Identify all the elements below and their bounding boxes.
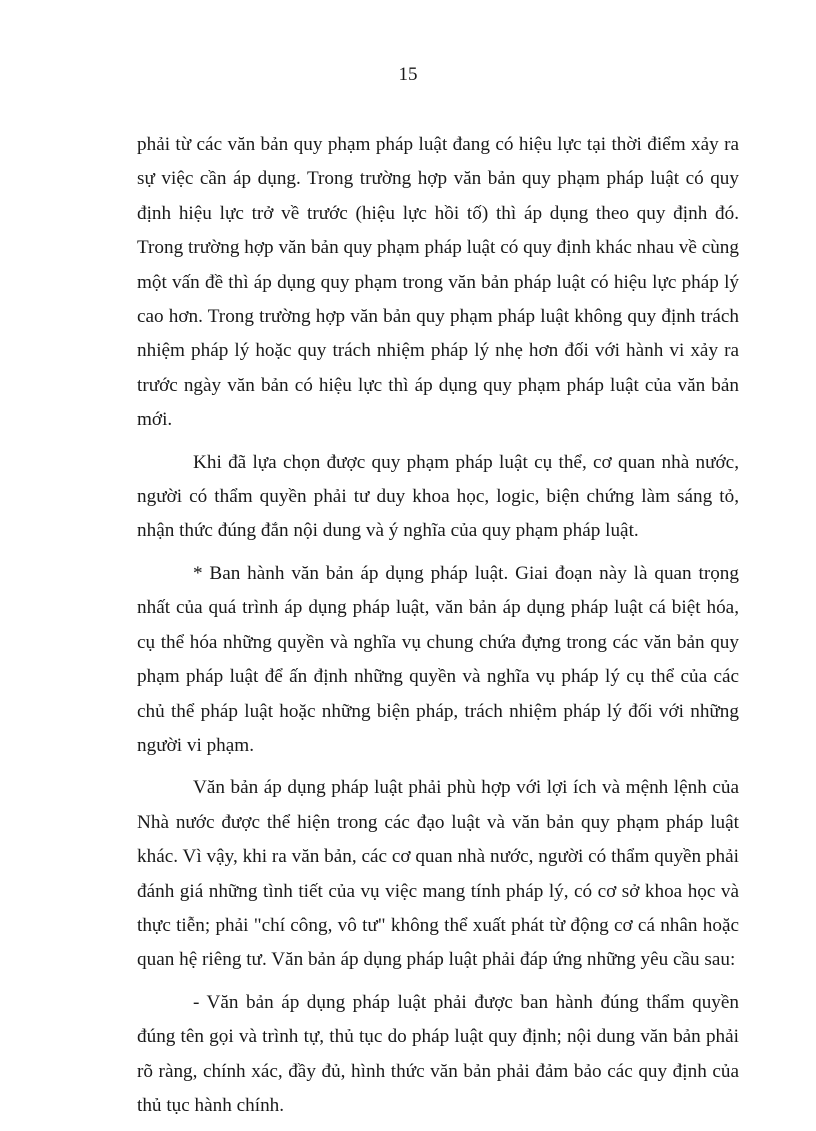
paragraph-requirements-intro: Văn bản áp dụng pháp luật phải phù hợp với lợi ích và mệnh lệnh của Nhà nước được thể hiện trong các đạo luật và văn bản quy phạm pháp luật khác. Vì vậy, khi ra văn bản, các cơ quan nhà nước, người có thẩm quyền phải đánh giá những tình tiết của vụ việc mang tính pháp lý, có cơ sở khoa học và thực tiễn; phải "chí công, vô tư" không thể xuất phát từ động cơ cá nhân hoặc quan hệ riêng tư. Văn bản áp dụng pháp luật phải đáp ứng những yêu cầu sau:: [137, 777, 739, 971]
paragraph-requirement-item: - Văn bản áp dụng pháp luật phải được ban hành đúng thẩm quyền đúng tên gọi và trình tự, thủ tục do pháp luật quy định; nội dung văn bản phải rõ ràng, chính xác, đầy đủ, hình thức văn bản phải đảm bảo các quy định của thủ tục hành chính.: [137, 991, 739, 1116]
page-number: 15: [398, 64, 418, 85]
paragraph-continuation: phải từ các văn bản quy phạm pháp luật đang có hiệu lực tại thời điểm xảy ra sự việc cần áp dụng. Trong trường hợp văn bản quy phạm pháp luật có quy định hiệu lực trở về trước (hiệu lực hồi tố) thì áp dụng theo quy định đó. Trong trường hợp văn bản quy phạm pháp luật có quy định khác nhau về cùng một vấn đề thì áp dụng quy phạm trong văn bản pháp luật có hiệu lực pháp lý cao hơn. Trong trường hợp văn bản quy phạm pháp luật không quy định trách nhiệm pháp lý hoặc quy trách nhiệm pháp lý nhẹ hơn đối với hành vi xảy ra trước ngày văn bản có hiệu lực thì áp dụng quy phạm pháp luật của văn bản mới.: [137, 134, 739, 431]
paragraph-issuance-stage: * Ban hành văn bản áp dụng pháp luật. Giai đoạn này là quan trọng nhất của quá trình áp dụng pháp luật, văn bản áp dụng pháp luật cá biệt hóa, cụ thể hóa những quyền và nghĩa vụ chung chứa đựng trong các văn bản quy phạm pháp luật để ấn định những quyền và nghĩa vụ pháp lý cụ thể của các chủ thể pháp luật hoặc những biện pháp, trách nhiệm pháp lý đối với những người vi phạm.: [137, 562, 739, 756]
body-text: [137, 128, 739, 1131]
paragraph-interpretation: Khi đã lựa chọn được quy phạm pháp luật cụ thể, cơ quan nhà nước, người có thẩm quyền phải tư duy khoa học, logic, biện chứng làm sáng tỏ, nhận thức đúng đắn nội dung và ý nghĩa của quy phạm pháp luật.: [137, 451, 739, 542]
